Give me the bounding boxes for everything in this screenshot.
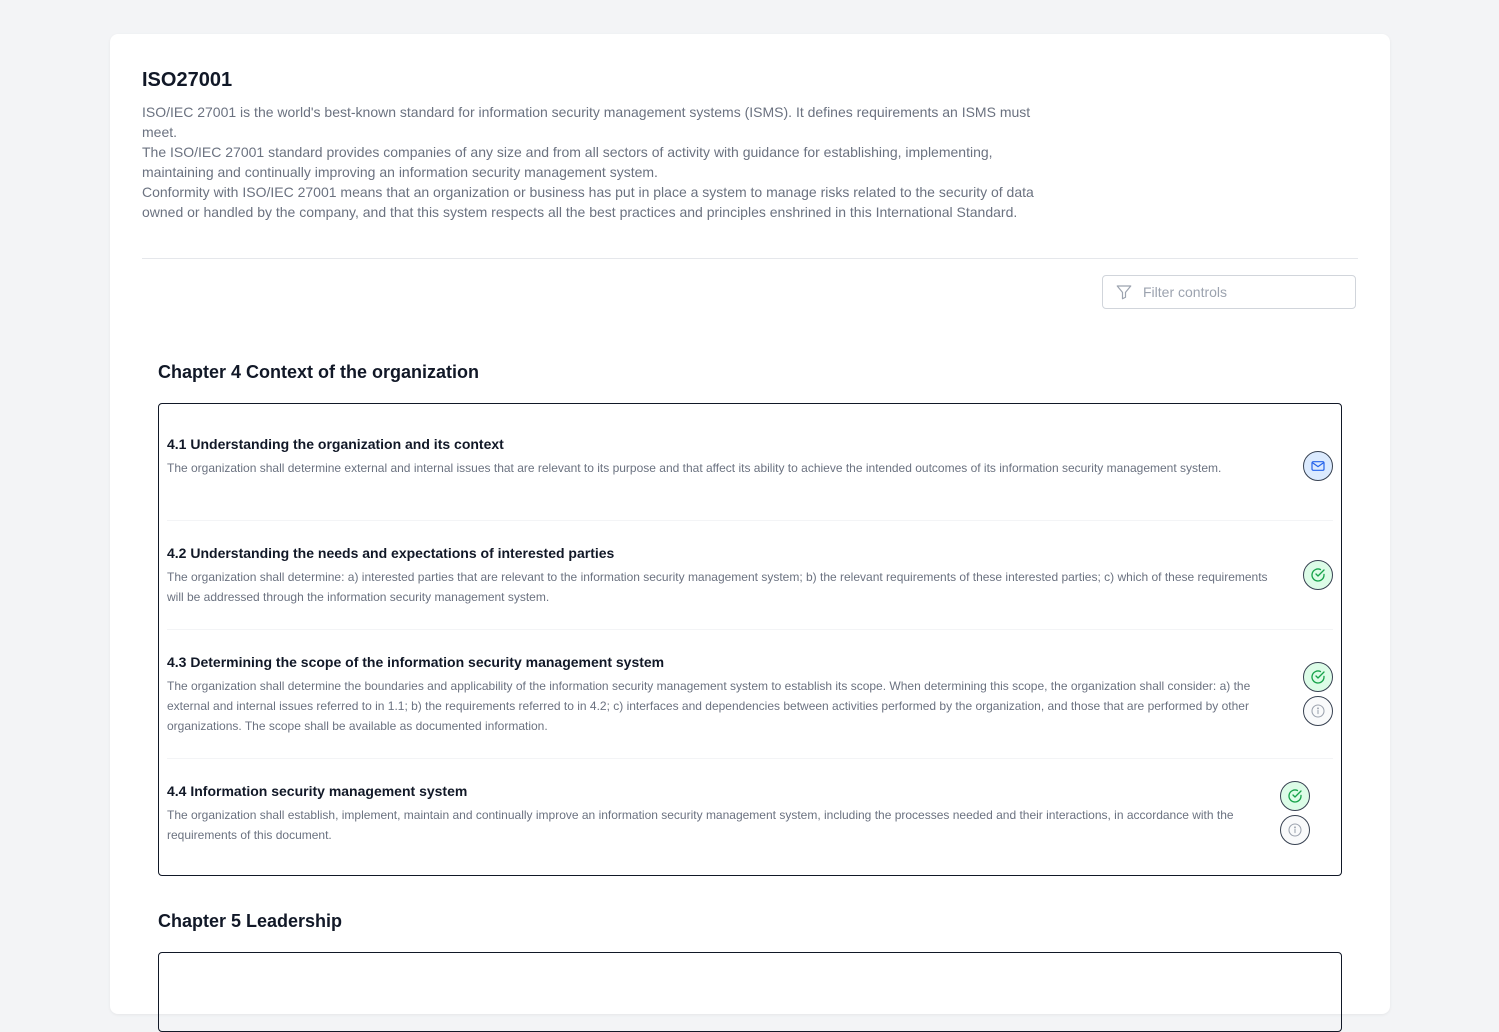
control-description: The organization shall establish, implement, maintain and continually improve an information security management system, including the processes needed and their interactions, in accordance with the requirements of this document. — [167, 808, 1234, 842]
control-separator — [167, 629, 1333, 630]
control-item[interactable] — [167, 543, 1277, 607]
status-info-button[interactable] — [1280, 815, 1310, 845]
control-description: The organization shall determine: a) interested parties that are relevant to the information security management system; b) the relevant requirements of these interested parties; c) which of these requirements will be addressed through the information security management system. — [167, 570, 1268, 604]
control-description: The organization shall determine external and internal issues that are relevant to its purpose and that affect its ability to achieve the intended outcomes of its information security management system. — [167, 461, 1222, 475]
description-paragraph: Conformity with ISO/IEC 27001 means that an organization or business has put in place a system to manage risks related to the security of data owned or handled by the company, and that this system respects all the best practices and principles enshrined in this International Standard. — [142, 184, 1034, 220]
control-separator — [167, 758, 1333, 759]
filter-box[interactable] — [1102, 275, 1356, 309]
status-mail-button[interactable] — [1303, 451, 1333, 481]
check-circle-icon — [1310, 567, 1326, 583]
chapter-title: Chapter 5 Leadership — [158, 911, 343, 931]
control-description: The organization shall determine the boundaries and applicability of the information security management system to establish its scope. When determining this scope, the organization shall consider: a) the external and internal issues referred to in 1.1; b) the requirements referred to in 4.2; c) interfaces and dependencies between activities performed by the organization, and those that are performed by other organizations. The scope shall be available as documented information. — [167, 679, 1251, 733]
status-compliant-button[interactable] — [1303, 662, 1333, 692]
description-paragraph: ISO/IEC 27001 is the world's best-known standard for information security management systems (ISMS). It defines requirements an ISMS must meet. — [142, 104, 1031, 140]
framework-header — [142, 64, 1358, 222]
chapter-controls-box — [158, 403, 1342, 876]
framework-card — [110, 34, 1390, 1014]
control-title: 4.3 Determining the scope of the information security management system — [167, 654, 665, 670]
info-icon — [1310, 703, 1326, 719]
page-title: ISO27001 — [142, 69, 233, 91]
control-item[interactable] — [167, 434, 1257, 478]
control-separator — [167, 520, 1333, 521]
control-title: 4.2 Understanding the needs and expectations of interested parties — [167, 545, 615, 561]
control-item[interactable] — [167, 652, 1262, 736]
mail-icon — [1310, 458, 1326, 474]
filter-icon — [1115, 283, 1133, 301]
status-compliant-button[interactable] — [1280, 781, 1310, 811]
filter-input[interactable] — [1143, 284, 1343, 300]
chapter-title: Chapter 4 Context of the organization — [158, 362, 480, 382]
check-circle-icon — [1287, 788, 1303, 804]
header-divider — [142, 258, 1358, 259]
control-title: 4.1 Understanding the organization and its context — [167, 436, 504, 452]
framework-description — [142, 102, 1042, 222]
description-paragraph: The ISO/IEC 27001 standard provides companies of any size and from all sectors of activity with guidance for establishing, implementing, maintaining and continually improving an information security management system. — [142, 144, 993, 180]
status-compliant-button[interactable] — [1303, 560, 1333, 590]
info-icon — [1287, 822, 1303, 838]
control-item[interactable] — [167, 781, 1259, 845]
check-circle-icon — [1310, 669, 1326, 685]
control-title: 4.4 Information security management system — [167, 783, 468, 799]
status-info-button[interactable] — [1303, 696, 1333, 726]
chapter-controls-box — [158, 952, 1342, 1032]
